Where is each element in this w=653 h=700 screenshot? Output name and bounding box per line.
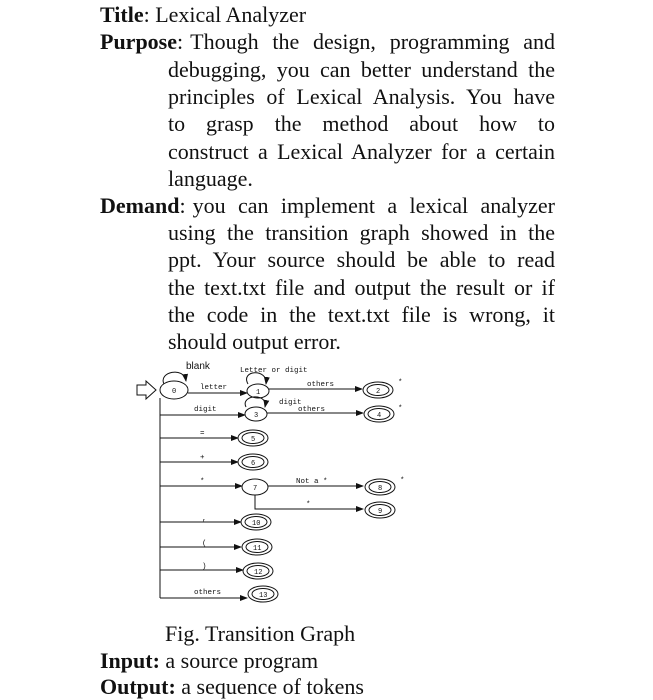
purpose-line-1: Though the design, programming and xyxy=(190,29,555,54)
demand-label: Demand xyxy=(100,193,180,218)
purpose-line-6: language. xyxy=(168,166,253,191)
demand-line-1: you can implement a lexical analyzer xyxy=(192,193,555,218)
state-4-label: 4 xyxy=(377,412,382,420)
label-plus: + xyxy=(200,454,205,462)
output-label: Output: xyxy=(100,674,176,699)
purpose-line-5: construct a Lexical Analyzer for a certain xyxy=(168,139,555,164)
purpose-first-line: Purpose: Though the design, programming and xyxy=(100,29,555,54)
purpose-label: Purpose xyxy=(100,29,177,54)
purpose-line-4: to grasp the method about how to xyxy=(168,111,555,136)
label-star: * xyxy=(200,478,205,486)
output-line xyxy=(100,673,364,700)
state-6-label: 6 xyxy=(251,460,256,468)
label-letter: letter xyxy=(200,384,228,392)
demand-first-line: Demand: you can implement a lexical analyzer xyxy=(100,193,555,218)
state-9-label: 9 xyxy=(378,508,383,516)
retract-mark-2: * xyxy=(398,379,403,387)
demand-line-5: the code in the text.txt file is wrong, it xyxy=(168,302,555,327)
input-label: Input: xyxy=(100,648,160,673)
state-11-label: 11 xyxy=(253,545,262,553)
label-star-2: * xyxy=(306,501,311,509)
state-1-label: 1 xyxy=(256,389,261,397)
input-line xyxy=(100,647,318,674)
label-letter-or-digit: Letter or digit xyxy=(240,367,308,375)
purpose-line-3: principles of Lexical Analysis. You have xyxy=(168,84,555,109)
figure-caption: Fig. Transition Graph xyxy=(165,621,356,646)
demand-line-4: the text.txt file and output the result or if xyxy=(168,275,555,300)
state-12-label: 12 xyxy=(254,569,263,577)
label-blank: blank xyxy=(186,361,210,372)
label-digit: digit xyxy=(194,406,217,414)
label-others-1: others xyxy=(307,381,335,389)
state-7-label: 7 xyxy=(253,485,258,493)
demand-line-6: should output error. xyxy=(168,329,341,354)
state-3-label: 3 xyxy=(254,412,259,420)
state-13-label: 13 xyxy=(259,592,268,600)
demand-line-2: using the transition graph showed in the xyxy=(168,220,555,245)
retract-mark-8: * xyxy=(400,477,405,485)
state-8-label: 8 xyxy=(378,485,383,493)
input-value: a source program xyxy=(165,648,319,673)
label-lparen: ( xyxy=(202,540,207,548)
label-digit-loop: digit xyxy=(279,399,302,407)
label-rparen: ) xyxy=(202,563,207,571)
title-value: Lexical Analyzer xyxy=(155,2,307,27)
loop-3 xyxy=(245,397,265,407)
state-10-label: 10 xyxy=(252,520,261,528)
state-5-label: 5 xyxy=(251,436,256,444)
title-label: Title xyxy=(100,2,144,27)
label-eq: = xyxy=(200,430,205,438)
title-line: Title: Lexical Analyzer xyxy=(100,2,307,27)
label-others-final: others xyxy=(194,589,222,597)
label-others-2: others xyxy=(298,406,326,414)
label-not-star: Not a * xyxy=(296,478,328,486)
output-value: a sequence of tokens xyxy=(181,674,364,699)
demand-line-3: ppt. Your source should be able to read xyxy=(168,247,555,272)
state-2-label: 2 xyxy=(376,388,381,396)
start-arrow xyxy=(137,381,156,399)
label-comma: , xyxy=(202,515,207,523)
purpose-line-2: debugging, you can better understand the xyxy=(168,57,555,82)
retract-mark-4: * xyxy=(398,405,403,413)
state-0-label: 0 xyxy=(172,388,177,396)
